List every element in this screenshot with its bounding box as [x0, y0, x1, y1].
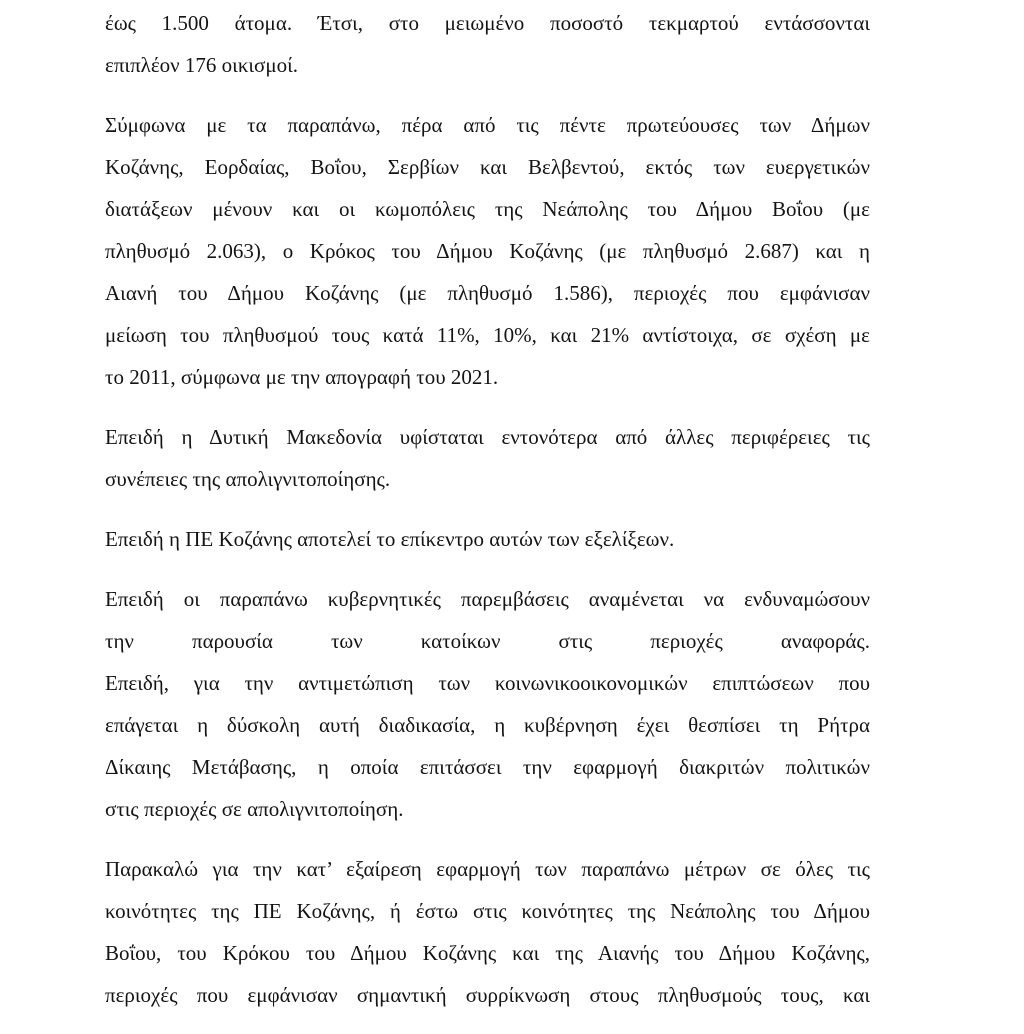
text-line: Παρακαλώ για την κατ’ εξαίρεση εφαρμογή των παραπάνω μέτρων σε όλες τις — [105, 857, 870, 881]
paragraph-parakalo — [105, 848, 870, 1016]
text-line: Επειδή οι παραπάνω κυβερνητικές παρεμβάσεις αναμένεται να ενδυναμώσουν — [105, 587, 870, 611]
text-line: περιοχές που εμφάνισαν σημαντική συρρίκνωση στους πληθυσμούς τους, και — [105, 983, 870, 1007]
text-line: Αιανή του Δήμου Κοζάνης (με πληθυσμό 1.586), περιοχές που εμφάνισαν — [105, 281, 870, 305]
text-line: έως 1.500 άτομα. Έτσι, στο μειωμένο ποσοστό τεκμαρτού εντάσσονται — [105, 11, 870, 35]
text-line: Επειδή, για την αντιμετώπιση των κοινωνικοοικονομικών επιπτώσεων που — [105, 671, 870, 695]
text-line: στις περιοχές σε απολιγνιτοποίηση. — [105, 797, 404, 821]
text-line: Επειδή η ΠΕ Κοζάνης αποτελεί το επίκεντρο αυτών των εξελίξεων. — [105, 527, 675, 551]
paragraph-epeidi-pe-kozanis — [105, 518, 870, 560]
text-line: Επειδή η Δυτική Μακεδονία υφίσταται εντονότερα από άλλες περιφέρειες τις — [105, 425, 870, 449]
text-line: κοινότητες της ΠΕ Κοζάνης, ή έστω στις κοινότητες της Νεάπολης του Δήμου — [105, 899, 870, 923]
text-line: διατάξεων μένουν και οι κωμοπόλεις της Νεάπολης του Δήμου Βοΐου (με — [105, 197, 870, 221]
paragraph-symfona-me-ta-parapano — [105, 104, 870, 398]
document-text-block — [105, 2, 870, 1034]
text-line: μείωση του πληθυσμού τους κατά 11%, 10%, και 21% αντίστοιχα, σε σχέση με — [105, 323, 870, 347]
text-line: Σύμφωνα με τα παραπάνω, πέρα από τις πέντε πρωτεύουσες των Δήμων — [105, 113, 870, 137]
text-line: την παρουσία των κατοίκων στις περιοχές αναφοράς. — [105, 629, 870, 653]
text-line: το 2011, σύμφωνα με την απογραφή του 2021. — [105, 365, 499, 389]
text-line: επιπλέον 176 οικισμοί. — [105, 53, 299, 77]
text-line: συνέπειες της απολιγνιτοποίησης. — [105, 467, 391, 491]
text-line: πληθυσμό 2.063), ο Κρόκος του Δήμου Κοζάνης (με πληθυσμό 2.687) και η — [105, 239, 870, 263]
paragraph-epeidi-dytiki-makedonia — [105, 416, 870, 500]
text-line: Βοΐου, του Κρόκου του Δήμου Κοζάνης και της Αιανής του Δήμου Κοζάνης, — [105, 941, 870, 965]
paragraph-tekmartou — [105, 2, 870, 86]
paragraph-epeidi-paremvaseis — [105, 578, 870, 830]
text-line: Δίκαιης Μετάβασης, η οποία επιτάσσει την εφαρμογή διακριτών πολιτικών — [105, 755, 870, 779]
text-line: επάγεται η δύσκολη αυτή διαδικασία, η κυβέρνηση έχει θεσπίσει τη Ρήτρα — [105, 713, 870, 737]
text-line: Κοζάνης, Εορδαίας, Βοΐου, Σερβίων και Βελβεντού, εκτός των ευεργετικών — [105, 155, 870, 179]
